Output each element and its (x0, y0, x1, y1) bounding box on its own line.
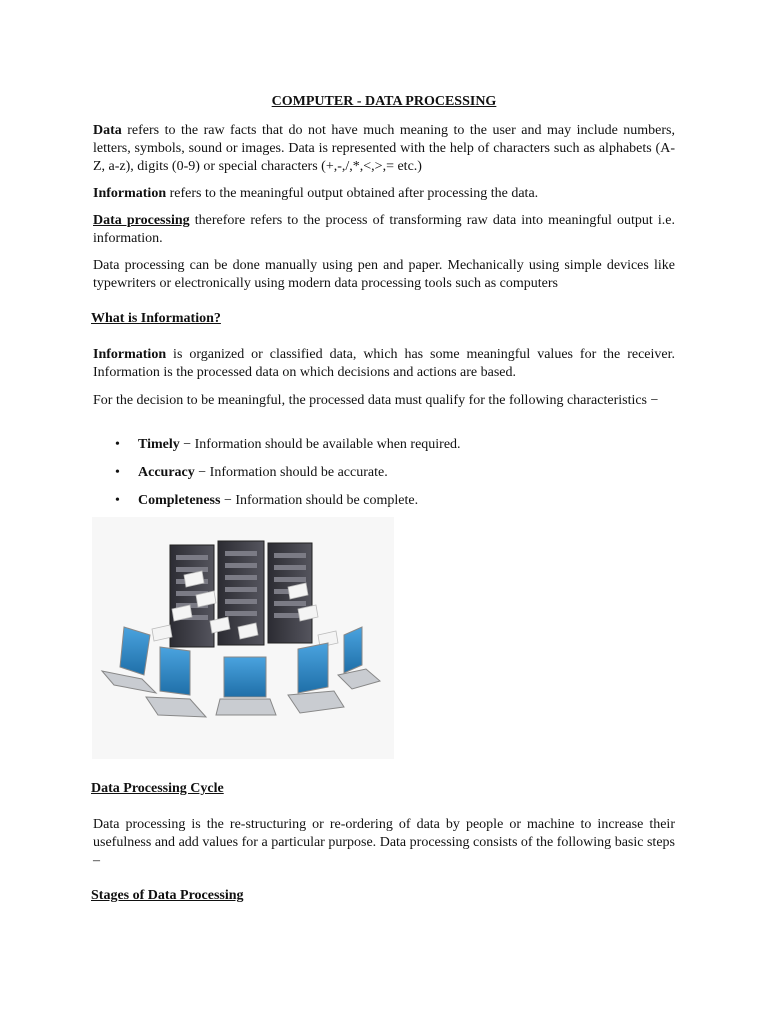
paragraph-text: Data processing can be done manually using pen and paper. Mechanically using simple devices like typewriters or electronically using modern data processing tools such as computers (93, 258, 675, 291)
list-item (93, 464, 653, 492)
paragraph-processing-methods (93, 257, 675, 293)
list-item-term: Completeness (138, 493, 221, 508)
heading-stages-of-data-processing: Stages of Data Processing (91, 888, 244, 903)
list-item (93, 436, 653, 464)
heading-data-processing-cycle: Data Processing Cycle (91, 781, 224, 796)
paragraph-data-definition (93, 122, 675, 176)
server-network-illustration (92, 517, 394, 759)
server-network-icon (92, 517, 394, 759)
list-item-term: Timely (138, 437, 180, 452)
paragraph-information-definition (93, 185, 675, 203)
paragraph-data-processing-definition (93, 212, 675, 248)
term-data-processing: Data processing (93, 213, 190, 228)
list-item-text: − Information should be complete. (220, 493, 419, 508)
heading-what-is-information: What is Information? (91, 311, 221, 326)
page-title: COMPUTER - DATA PROCESSING (271, 94, 497, 109)
bullet-icon: • (115, 493, 120, 508)
paragraph-text: therefore refers to the process of transforming raw data into meaningful output i.e. information. (93, 213, 675, 246)
list-item-text: − Information should be accurate. (194, 465, 388, 480)
term-information: Information (93, 347, 167, 362)
paragraph-text: Data processing is the re-structuring or re-ordering of data by people or machine to increase their usefulness and add values for a particular purpose. Data processing consists of the following basic steps – (93, 817, 675, 868)
paragraph-characteristics-intro (93, 392, 675, 410)
bullet-icon: • (115, 437, 120, 452)
paragraph-information-organized (93, 346, 675, 382)
term-information: Information (93, 186, 167, 201)
paragraph-text: refers to the raw facts that do not have much meaning to the user and may include numbers, letters, symbols, sound or images. Data is represented with the help of characters such as alphabets (A-Z, a-z), digits (0-9) or special characters (+,-,/,*,<,>,= etc.) (93, 123, 675, 174)
paragraph-text: For the decision to be meaningful, the processed data must qualify for the following characteristics − (93, 393, 659, 408)
paragraph-text: refers to the meaningful output obtained after processing the data. (166, 186, 539, 201)
paragraph-processing-cycle (93, 816, 675, 870)
paragraph-text: is organized or classified data, which has some meaningful values for the receiver. Information is the processed data on which decisions and actions are based. (93, 347, 675, 380)
bullet-icon: • (115, 465, 120, 480)
term-data: Data (93, 123, 122, 138)
list-item (93, 492, 653, 520)
characteristics-list (93, 436, 653, 520)
list-item-term: Accuracy (138, 465, 195, 480)
list-item-text: − Information should be available when required. (179, 437, 461, 452)
